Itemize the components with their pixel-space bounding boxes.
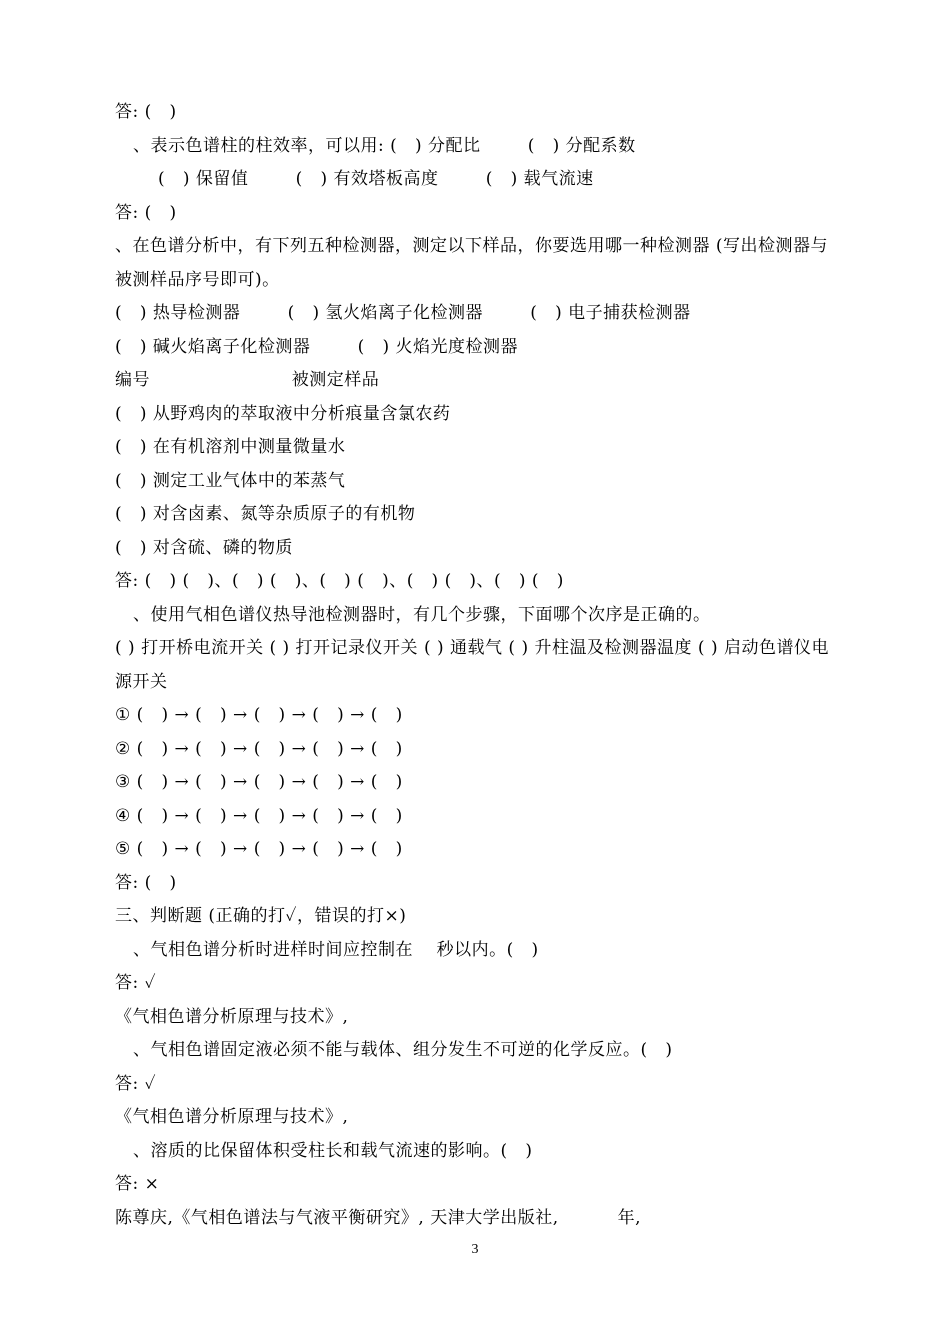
question-detector-selection: 、在色谱分析中，有下列五种检测器，测定以下样品，你要选用哪一种检测器 (写出检测器与被测样品序号即可)。: [115, 236, 829, 290]
document-body: [115, 96, 840, 1235]
tf-question-1: 、气相色谱分析时进样时间应控制在 秒以内。( ): [133, 939, 539, 960]
tf-reference-2: 《气相色谱分析原理与技术》,: [115, 1107, 349, 1127]
tf-reference-1: 《气相色谱分析原理与技术》,: [115, 1006, 349, 1027]
sample-table-header: 编号 被测定样品: [115, 370, 380, 390]
sequence-option-3: ③ ( ) → ( ) → ( ) → ( ) → ( ): [115, 772, 403, 792]
sequence-option-4: ④ ( ) → ( ) → ( ) → ( ) → ( ): [115, 805, 403, 826]
answer-line-4: 答: ( ): [115, 872, 177, 893]
page-number: 3: [471, 1242, 479, 1257]
tcd-step-options: ( ) 打开桥电流开关 ( ) 打开记录仪开关 ( ) 通载气 ( ) 升柱温及检测器温度 ( ) 启动色谱仪电源开关: [115, 638, 829, 692]
detector-options-2: ( ) 碱火焰离子化检测器 ( ) 火焰光度检测器: [115, 336, 518, 357]
answer-line-2: 答: ( ): [115, 202, 177, 223]
sample-item-5: ( ) 对含硫、磷的物质: [115, 537, 293, 558]
tf-answer-3: 答: ×: [115, 1174, 160, 1194]
sample-item-3: ( ) 测定工业气体中的苯蒸气: [115, 470, 346, 491]
tf-answer-2: 答: ✓: [115, 1073, 157, 1094]
tf-reference-3: 陈尊庆,《气相色谱法与气液平衡研究》, 天津大学出版社, 年,: [115, 1207, 642, 1228]
question-column-efficiency-options: ( ) 保留值 ( ) 有效塔板高度 ( ) 载气流速: [158, 169, 594, 189]
sample-item-1: ( ) 从野鸡肉的萃取液中分析痕量含氯农药: [115, 403, 451, 424]
tf-answer-1: 答: ✓: [115, 973, 157, 993]
sequence-option-5: ⑤ ( ) → ( ) → ( ) → ( ) → ( ): [115, 839, 403, 859]
sequence-option-2: ② ( ) → ( ) → ( ) → ( ) → ( ): [115, 738, 403, 759]
answer-line-1: 答: ( ): [115, 102, 177, 122]
sample-item-2: ( ) 在有机溶剂中测量微量水: [115, 437, 346, 457]
section-heading-true-false: 三、判断题 (正确的打✓，错误的打×): [115, 906, 407, 926]
tf-question-2: 、气相色谱固定液必须不能与载体、组分发生不可逆的化学反应。( ): [133, 1040, 673, 1060]
question-tcd-steps: 、使用气相色谱仪热导池检测器时，有几个步骤，下面哪个次序是正确的。: [133, 604, 711, 625]
tf-question-3: 、溶质的比保留体积受柱长和载气流速的影响。( ): [133, 1140, 533, 1161]
answer-line-3: 答: ( ) ( )、( ) ( )、( ) ( )、( ) ( )、( ) ( ): [115, 571, 564, 591]
sample-item-4: ( ) 对含卤素、氮等杂质原子的有机物: [115, 504, 416, 524]
sequence-option-1: ① ( ) → ( ) → ( ) → ( ) → ( ): [115, 705, 403, 725]
question-column-efficiency: 、表示色谱柱的柱效率，可以用: ( ) 分配比 ( ) 分配系数: [133, 135, 636, 156]
detector-options-1: ( ) 热导检测器 ( ) 氢火焰离子化检测器 ( ) 电子捕获检测器: [115, 303, 691, 323]
